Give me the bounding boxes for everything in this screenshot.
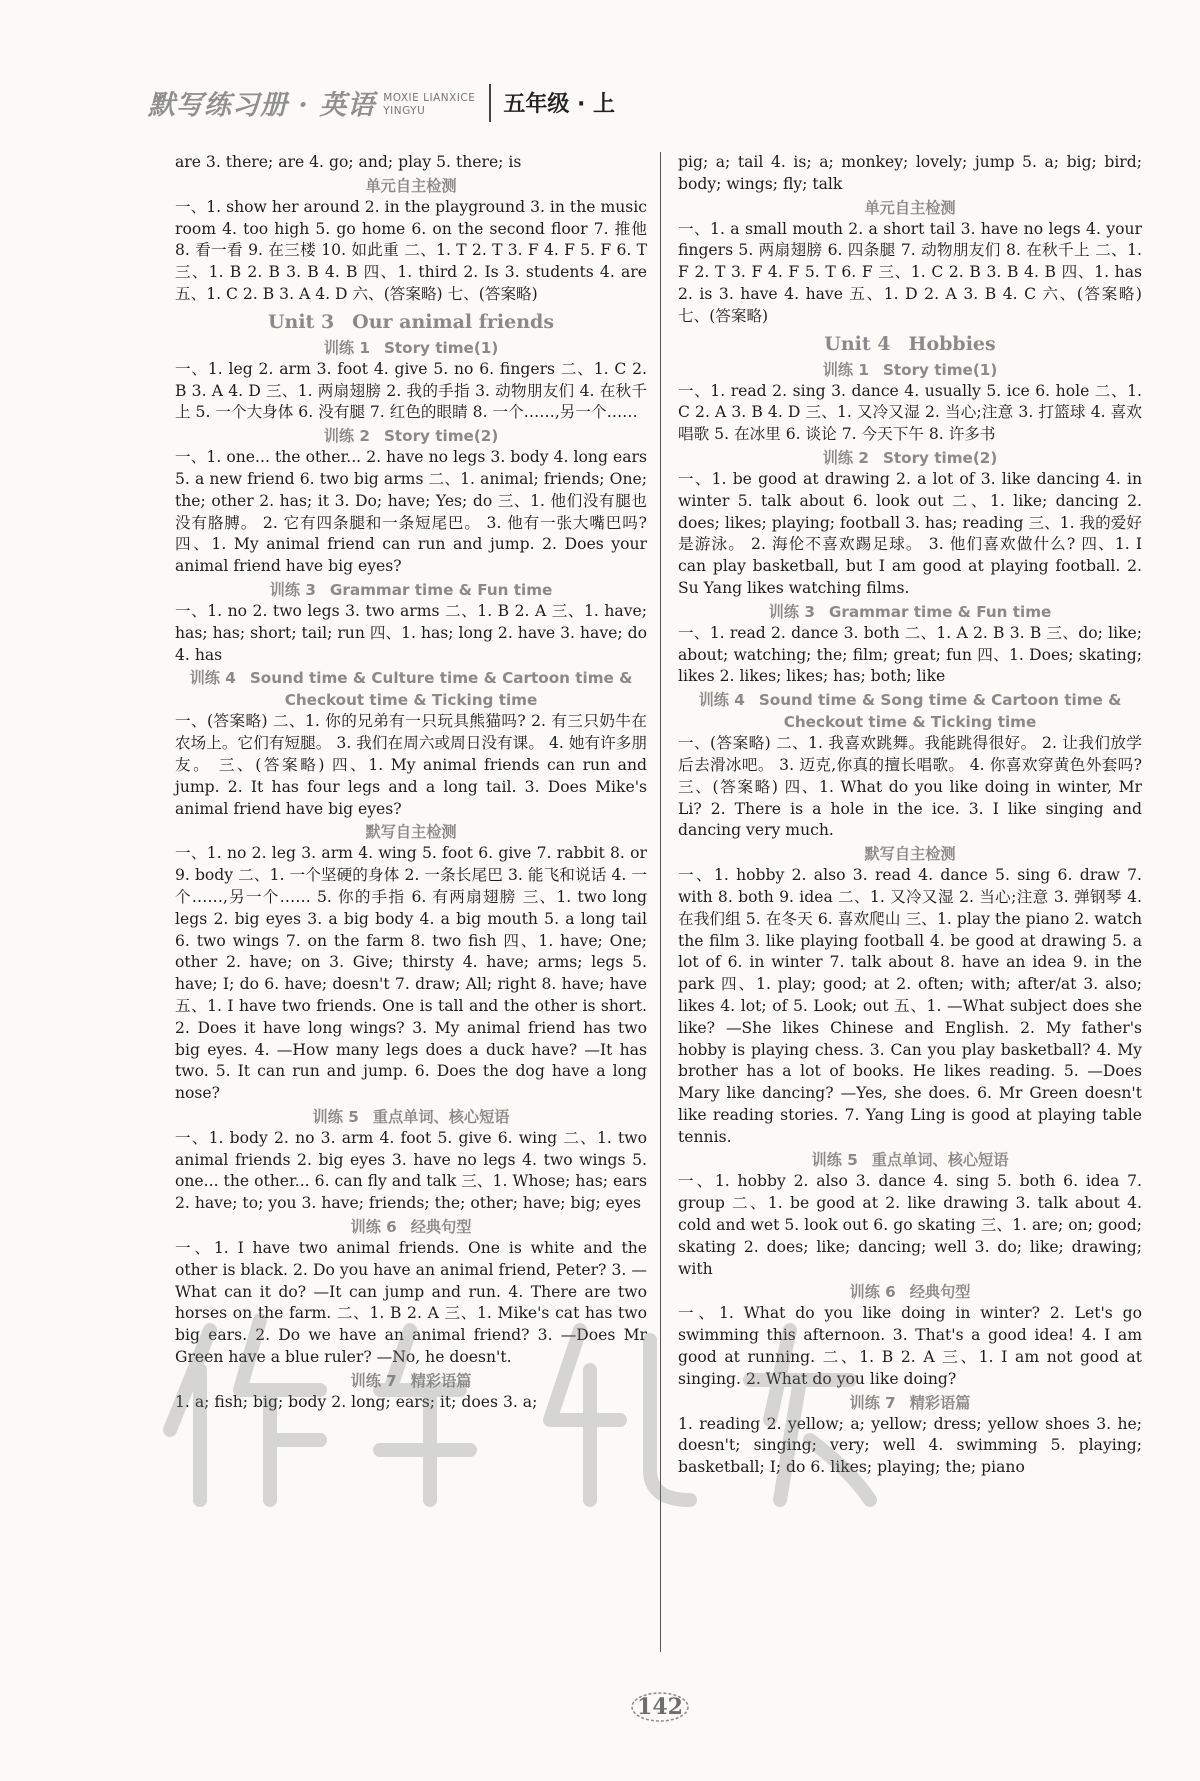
answer-paragraph: 1. a; fish; big; body 2. long; ears; it; does 3. a; <box>175 1392 538 1411</box>
section-title: 精彩语篇 <box>410 1371 472 1390</box>
section-title: 单元自主检测 <box>365 176 457 195</box>
answer-paragraph: 一、(答案略) 二、1. 你的兄弟有一只玩具熊猫吗? 2. 有三只奶牛在农场上。它们有短腿。 3. 我们在周六或周日没有课。 4. 她有许多朋友。 三、(答案略) 四、1. My animal friends can run and jump. 2. It has four legs and a long tail. 3. Does Mike's animal friend have big eyes? <box>175 712 647 818</box>
section-title: 经典句型 <box>410 1218 472 1237</box>
section-title: Sound time & Culture time & Cartoon time & Checkout time & Ticking time <box>249 669 633 710</box>
section-label: 训练 4 <box>698 691 745 710</box>
book-title-pinyin <box>383 92 475 118</box>
section-heading <box>175 821 647 843</box>
section-title: Story time(2) <box>383 427 499 446</box>
answer-paragraph: 一、1. one... the other... 2. have no legs 3. body 4. long ears 5. a new friend 6. two big arms 二、1. animal; friends; One; the; other 2. has; it 3. Do; have; Yes; do 三、1. 他们没有腿也没有胳膊。 2. 它有四条腿和一条短尾巴。 3. 他有一张大嘴巴吗? 四、1. My animal friend can run and jump. 2. Does your animal friend have big eyes? <box>175 448 647 576</box>
section-heading <box>678 1149 1142 1171</box>
answer-paragraph: 一、1. no 2. two legs 3. two arms 二、1. B 2. A 三、1. have; has; has; short; tail; run 四、1. has; long 2. have 3. have; do 4. has <box>175 601 647 664</box>
section-heading <box>175 579 647 601</box>
column-divider <box>660 152 661 1652</box>
section-heading <box>175 1216 647 1238</box>
section-heading <box>175 175 647 197</box>
pinyin-line-1: MOXIE LIANXICE <box>383 92 476 104</box>
section-title: 默写自主检测 <box>864 845 956 864</box>
section-title: 单元自主检测 <box>864 198 956 217</box>
section-label: 训练 1 <box>323 338 370 357</box>
answer-paragraph: are 3. there; are 4. go; and; play 5. there; is <box>175 153 522 171</box>
unit-title: Our animal friends <box>352 310 555 333</box>
section-label: 训练 7 <box>849 1393 896 1412</box>
answer-paragraph: 一、1. body 2. no 3. arm 4. foot 5. give 6. wing 二、1. two animal friends 2. big eyes 3. have no legs 4. two wings 5. one... the other... 6. can fly and talk 三、1. Whose; has; ears 2. have; to; you 3. have; friends; the; other; have; big; eyes <box>175 1128 647 1213</box>
section-title: 重点单词、核心短语 <box>372 1107 510 1126</box>
right-column <box>678 152 1142 1479</box>
section-title: Story time(1) <box>383 338 499 357</box>
answer-paragraph: 一、1. hobby 2. also 3. dance 4. sing 5. both 6. idea 7. group 二、1. be good at 2. like drawing 3. talk about 4. cold and wet 5. look out 6. go skating 三、1. are; on; good; skating 2. does; like; dancing; well 3. do; like; drawing; with <box>678 1172 1142 1278</box>
answer-paragraph: 一、1. leg 2. arm 3. foot 4. give 5. no 6. fingers 二、1. C 2. B 3. A 4. D 三、1. 两扇翅膀 2. 我的手指 3. 动物朋友们 4. 在秋千上 5. 一个大身体 6. 没有腿 7. 红色的眼睛 8. 一个……,另一个…… <box>175 359 647 422</box>
section-title: 重点单词、核心短语 <box>871 1151 1009 1170</box>
page-number: 142 <box>637 1694 683 1720</box>
section-label: 训练 6 <box>350 1218 397 1237</box>
section-label: 训练 1 <box>822 360 869 379</box>
left-column <box>175 152 647 1414</box>
section-heading <box>175 1370 647 1392</box>
section-label: 训练 3 <box>768 602 815 621</box>
unit-heading <box>678 330 1142 358</box>
section-label: 训练 2 <box>323 427 370 446</box>
answer-paragraph: 一、1. be good at drawing 2. a lot of 3. like dancing 4. in winter 5. talk about 6. look out 二、1. like; dancing 2. does; likes; playing; football 3. has; reading 三、1. 我的爱好是游泳。 2. 海伦不喜欢踢足球。 3. 他们喜欢做什么? 四、1. I can play basketball, but I am good at playing football. 2. Su Yang likes watching films. <box>678 469 1142 597</box>
section-heading <box>678 197 1142 219</box>
section-label: 训练 3 <box>269 580 316 599</box>
section-heading <box>678 1281 1142 1303</box>
pinyin-line-2: YINGYU <box>383 105 426 117</box>
answer-paragraph: 一、1. What do you like doing in winter? 2. Let's go swimming this afternoon. 3. That's a good idea! 4. I am good at running. 二、1. B 2. A 三、1. I am not good at singing. 2. What do you like doing? <box>678 1304 1142 1388</box>
section-label: 训练 7 <box>350 1371 397 1390</box>
section-heading <box>678 601 1142 623</box>
section-title: 经典句型 <box>909 1283 971 1302</box>
section-heading <box>678 1392 1142 1414</box>
answer-paragraph: 一、1. a small mouth 2. a short tail 3. have no legs 4. your fingers 5. 两扇翅膀 6. 四条腿 7. 动物朋友们 8. 在秋千上 二、1. F 2. T 3. F 4. F 5. T 6. F 三、1. C 2. B 3. B 4. B 四、1. has 2. is 3. have 4. have 五、1. D 2. A 3. B 4. C 六、(答案略) 七、(答案略) <box>678 219 1142 325</box>
answer-paragraph: 一、1. no 2. leg 3. arm 4. wing 5. foot 6. give 7. rabbit 8. or 9. body 二、1. 一个坚硬的身体 2. 一条长尾巴 3. 能飞和说话 4. 一个……,另一个…… 5. 你的手指 6. 有两扇翅膀 三、1. two long legs 2. big eyes 3. a big body 4. a big mouth 5. a long tail 6. two wings 7. on the farm 8. two fish 四、1. have; One; other 2. have; on 3. Give; thirsty 4. have; arms; legs 5. have; I; do 6. have; doesn't 7. draw; All; right 8. have; have 五、1. I have two friends. One is tall and the other is short. 2. Does it have long wings? 3. My animal friend has two big eyes. 4. —How many legs does a duck have? —It has two. 5. It can run and jump. 6. Does the dog have a long nose? <box>175 844 647 1103</box>
answer-paragraph: 一、1. hobby 2. also 3. read 4. dance 5. sing 6. draw 7. with 8. both 9. idea 二、1. 又冷又湿 2. 当心;注意 3. 弹钢琴 4. 在我们组 5. 在冬天 6. 喜欢爬山 三、1. play the piano 2. watch the film 3. like playing football 4. be good at drawing 5. a lot of 6. in winter 7. talk about 8. have an idea 9. in the park 四、1. play; good; at 2. often; with; after/at 3. also; likes 4. lot; of 5. Look; out 五、1. —What subject does she like? —She likes Chinese and English. 2. My father's hobby is playing chess. 3. Can you play basketball? 4. My brother has a lot of books. He likes reading. 5. —Does Mary like dancing? —Yes, she does. 6. Mr Green doesn't like reading stories. 7. Yang Ling is good at playing table tennis. <box>678 866 1142 1146</box>
unit-label: Unit 3 <box>267 310 335 333</box>
section-label: 训练 4 <box>189 669 236 688</box>
answer-paragraph: 一、1. read 2. dance 3. both 二、1. A 2. B 3. B 三、do; like; about; watching; the; film; great; fun 四、1. Does; skating; likes 2. likes; likes; has; both; like <box>678 623 1142 686</box>
section-heading <box>175 667 647 711</box>
header-divider <box>489 84 491 122</box>
answer-paragraph: 一、1. read 2. sing 3. dance 4. usually 5. ice 6. hole 二、1. C 2. A 3. B 4. D 三、1. 又冷又湿 2. 当心;注意 3. 打篮球 4. 喜欢唱歌 5. 在冰里 6. 谈论 7. 今天下午 8. 许多书 <box>678 381 1142 444</box>
section-label: 训练 2 <box>822 448 869 467</box>
section-label: 训练 5 <box>811 1151 858 1170</box>
section-title: Story time(1) <box>882 360 998 379</box>
section-title: Grammar time & Fun time <box>828 602 1052 621</box>
section-heading <box>678 843 1142 865</box>
book-title: 默写练习册 · 英语 <box>148 90 376 121</box>
section-label: 训练 6 <box>849 1283 896 1302</box>
section-heading <box>678 447 1142 469</box>
section-heading <box>175 1106 647 1128</box>
section-heading <box>175 425 647 447</box>
section-title: Sound time & Song time & Cartoon time & Checkout time & Ticking time <box>758 691 1122 732</box>
answer-paragraph: 一、1. show her around 2. in the playground 3. in the music room 4. too high 5. go home 6. on the second floor 7. 推他 8. 看一看 9. 在三楼 10. 如此重 二、1. T 2. T 3. F 4. F 5. F 6. T 三、1. B 2. B 3. B 4. B 四、1. third 2. Is 3. students 4. are 五、1. C 2. B 3. A 4. D 六、(答案略) 七、(答案略) <box>175 197 647 303</box>
section-title: 精彩语篇 <box>909 1393 971 1412</box>
grade-label: 五年级 · 上 <box>503 92 616 117</box>
section-title: Story time(2) <box>882 448 998 467</box>
section-heading <box>175 337 647 359</box>
page-header <box>148 78 615 122</box>
section-heading <box>678 689 1142 733</box>
answer-paragraph: 一、(答案略) 二、1. 我喜欢跳舞。我能跳得很好。 2. 让我们放学后去滑冰吧。 3. 迈克,你真的擅长唱歌。 4. 你喜欢穿黄色外套吗? 三、(答案略) 四、1. What do you like doing in winter, Mr Li? 2. There is a hole in the ice. 3. I like singing and dancing very much. <box>678 734 1142 840</box>
answer-paragraph: 1. reading 2. yellow; a; yellow; dress; yellow shoes 3. he; doesn't; singing; very; well 4. swimming 5. playing; basketball; I; do 6. likes; playing; the; piano <box>678 1414 1142 1477</box>
section-label: 训练 5 <box>312 1107 359 1126</box>
unit-heading <box>175 308 647 336</box>
answer-paragraph: pig; a; tail 4. is; a; monkey; lovely; jump 5. a; big; bird; body; wings; fly; talk <box>678 153 1142 193</box>
answer-paragraph: 一、1. I have two animal friends. One is white and the other is black. 2. Do you have an animal friend, Peter? 3. —What can it do? —It can jump and run. 4. There are two horses on the farm. 二、1. B 2. A 三、1. Mike's cat has two big ears. 2. Do we have an animal friend? 3. —Does Mr Green have a blue ruler? —No, he doesn't. <box>175 1239 647 1367</box>
section-title: 默写自主检测 <box>365 823 457 842</box>
unit-title: Hobbies <box>908 332 996 355</box>
section-title: Grammar time & Fun time <box>329 580 553 599</box>
section-heading <box>678 359 1142 381</box>
page-number-badge <box>628 1690 692 1724</box>
unit-label: Unit 4 <box>824 332 891 355</box>
